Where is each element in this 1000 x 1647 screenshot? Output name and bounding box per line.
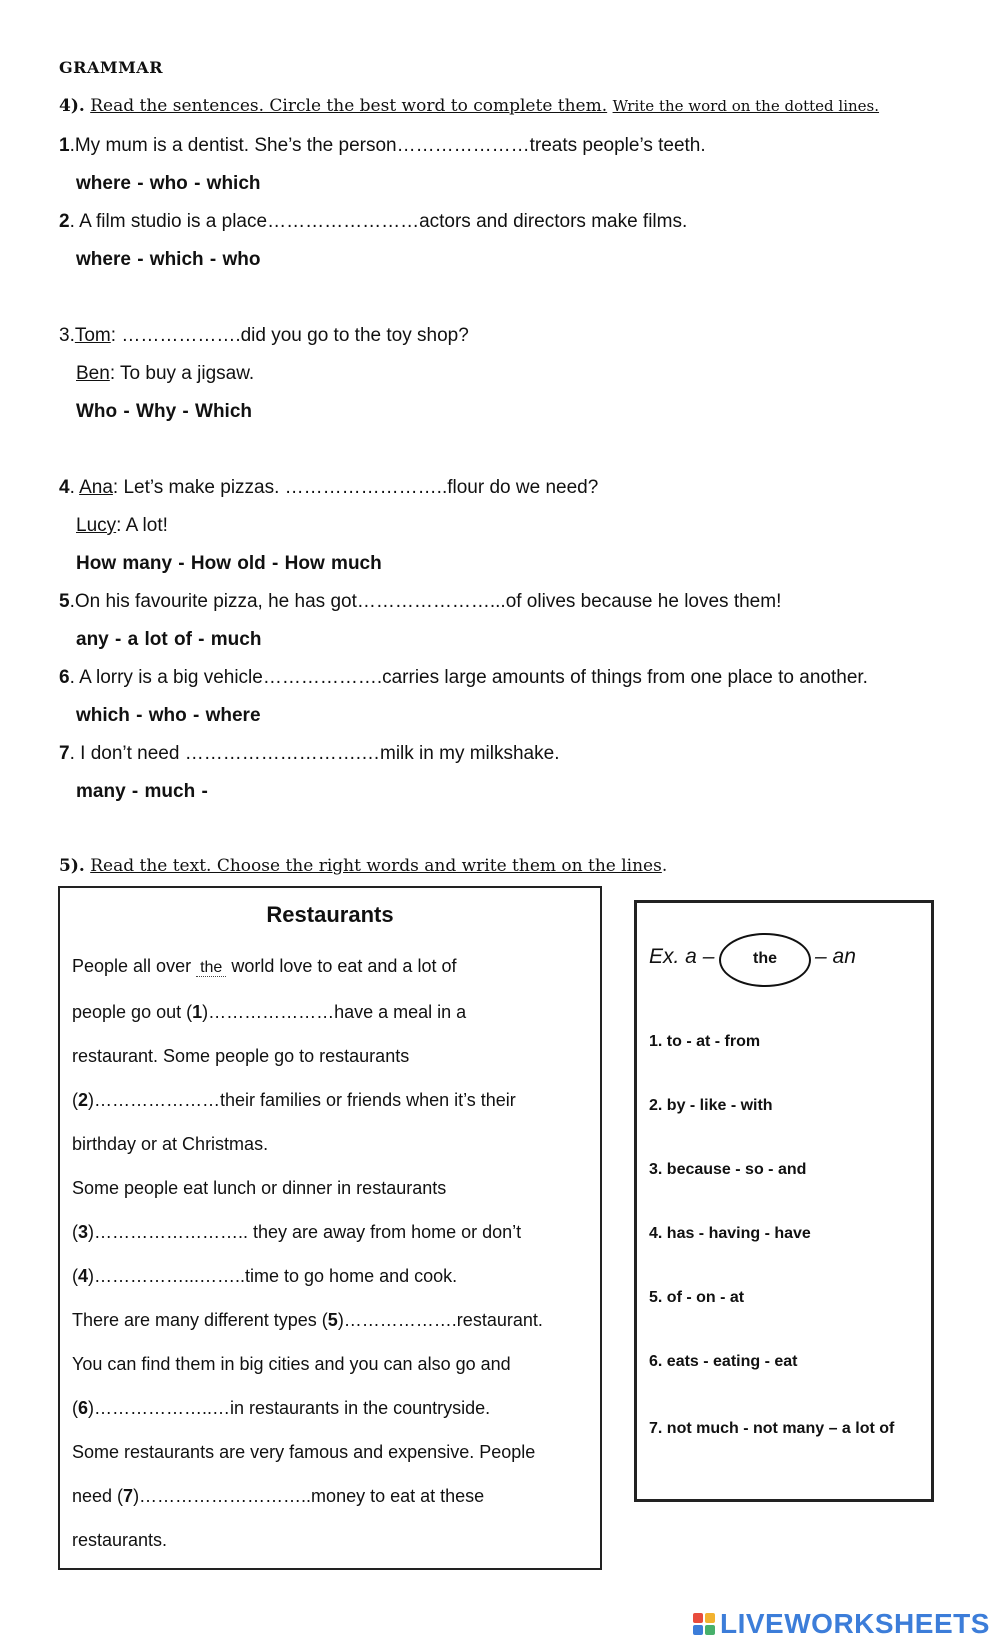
liveworksheets-logo-icon bbox=[693, 1613, 715, 1635]
question-7: 7. I don’t need ……………………….…milk in my milkshake. bbox=[59, 743, 560, 764]
text-line-8: (4)……………...……..time to go home and cook. bbox=[72, 1266, 458, 1286]
liveworksheets-logo[interactable]: LIVEWORKSHEETS bbox=[720, 1608, 990, 1639]
text-line-6: Some people eat lunch or dinner in restaurants bbox=[72, 1178, 447, 1198]
question-4: 4. Ana: Let’s make pizzas. ……………………..flour do we need? bbox=[59, 477, 599, 498]
task4-number: 4). bbox=[59, 96, 85, 116]
option-row-3[interactable]: 3. because - so - and bbox=[649, 1161, 807, 1178]
option-row-5[interactable]: 5. of - on - at bbox=[649, 1289, 745, 1306]
text-line-11: (6)………………..…in restaurants in the countryside. bbox=[72, 1398, 491, 1418]
question-1-options[interactable]: where - who - which bbox=[76, 173, 261, 194]
text-line-10: You can find them in big cities and you can also go and bbox=[72, 1354, 511, 1374]
gap-6[interactable]: )………………..…in restaurants in the countryside. bbox=[88, 1398, 491, 1418]
text-line-2: people go out (1)…………………have a meal in a bbox=[72, 1002, 467, 1022]
task5-number: 5). bbox=[59, 856, 85, 876]
text-line-9: There are many different types (5)……………….restaurant. bbox=[72, 1310, 543, 1330]
question-3-options[interactable]: Who - Why - Which bbox=[76, 401, 253, 422]
question-3: 3.Tom: ……………….did you go to the toy shop? bbox=[59, 325, 469, 346]
question-3-reply: Ben: To buy a jigsaw. bbox=[76, 363, 255, 384]
option-row-2[interactable]: 2. by - like - with bbox=[649, 1097, 773, 1114]
option-row-4[interactable]: 4. has - having - have bbox=[649, 1225, 811, 1242]
text-line-14: restaurants. bbox=[72, 1530, 168, 1550]
task5-instruction-text: Read the text. Choose the right words and write them on the lines bbox=[90, 856, 662, 876]
question-6: 6. A lorry is a big vehicle……………….carries large amounts of things from one place to another. bbox=[59, 667, 868, 688]
text-line-7: (3)…………………….. they are away from home or don’t bbox=[72, 1222, 522, 1242]
option-row-6[interactable]: 6. eats - eating - eat bbox=[649, 1353, 798, 1370]
question-7-options[interactable]: many - much - bbox=[76, 781, 208, 802]
question-1: 1.My mum is a dentist. She’s the person…………………treats people’s teeth. bbox=[59, 135, 706, 156]
page-heading: GRAMMAR bbox=[59, 58, 164, 77]
text-line-3: restaurant. Some people go to restaurants bbox=[72, 1046, 410, 1066]
question-5: 5.On his favourite pizza, he has got…………………...of olives because he loves them! bbox=[59, 591, 782, 612]
reading-text-box bbox=[58, 886, 602, 1570]
gap-1[interactable]: )…………………have a meal in a bbox=[202, 1002, 467, 1022]
text-line-1: People all over the world love to eat and a lot of bbox=[72, 956, 457, 976]
task4-instruction-main: Read the sentences. Circle the best word to complete them. bbox=[90, 96, 608, 116]
gap-3[interactable]: )…………………….. they are away from home or don’t bbox=[88, 1222, 522, 1242]
question-5-options[interactable]: any - a lot of - much bbox=[76, 629, 262, 650]
example-prefix: Ex. a – bbox=[649, 945, 715, 968]
question-4-reply: Lucy: A lot! bbox=[76, 515, 168, 536]
text-line-12: Some restaurants are very famous and expensive. People bbox=[72, 1442, 536, 1462]
example-answer: the bbox=[196, 959, 226, 977]
options-box bbox=[634, 900, 934, 1502]
gap-5[interactable]: )……………….restaurant. bbox=[337, 1310, 543, 1330]
gap-4[interactable]: )……………...……..time to go home and cook. bbox=[88, 1266, 458, 1286]
example-suffix: – an bbox=[815, 945, 856, 968]
text-line-4: (2)…………………their families or friends when it’s their bbox=[72, 1090, 516, 1110]
question-2-options[interactable]: where - which - who bbox=[76, 249, 261, 270]
reading-title: Restaurants bbox=[266, 902, 394, 927]
question-2: 2. A film studio is a place……………………actors and directors make films. bbox=[59, 211, 688, 232]
example-circled-word: the bbox=[719, 933, 811, 987]
task5-instruction: 5). Read the text. Choose the right words and write them on the lines. bbox=[59, 856, 668, 876]
gap-2[interactable]: )…………………their families or friends when it’s their bbox=[88, 1090, 516, 1110]
text-line-13: need (7)………………………..money to eat at these bbox=[72, 1486, 485, 1506]
gap-7[interactable]: )………………………..money to eat at these bbox=[133, 1486, 485, 1506]
task4-instruction-small: Write the word on the dotted lines. bbox=[612, 97, 880, 115]
question-4-options[interactable]: How many - How old - How much bbox=[76, 553, 382, 574]
text-line-5: birthday or at Christmas. bbox=[72, 1134, 269, 1154]
option-row-1[interactable]: 1. to - at - from bbox=[649, 1033, 761, 1050]
option-row-7[interactable]: 7. not much - not many – a lot of bbox=[649, 1420, 895, 1437]
question-6-options[interactable]: which - who - where bbox=[76, 705, 261, 726]
task4-instruction bbox=[59, 96, 879, 116]
